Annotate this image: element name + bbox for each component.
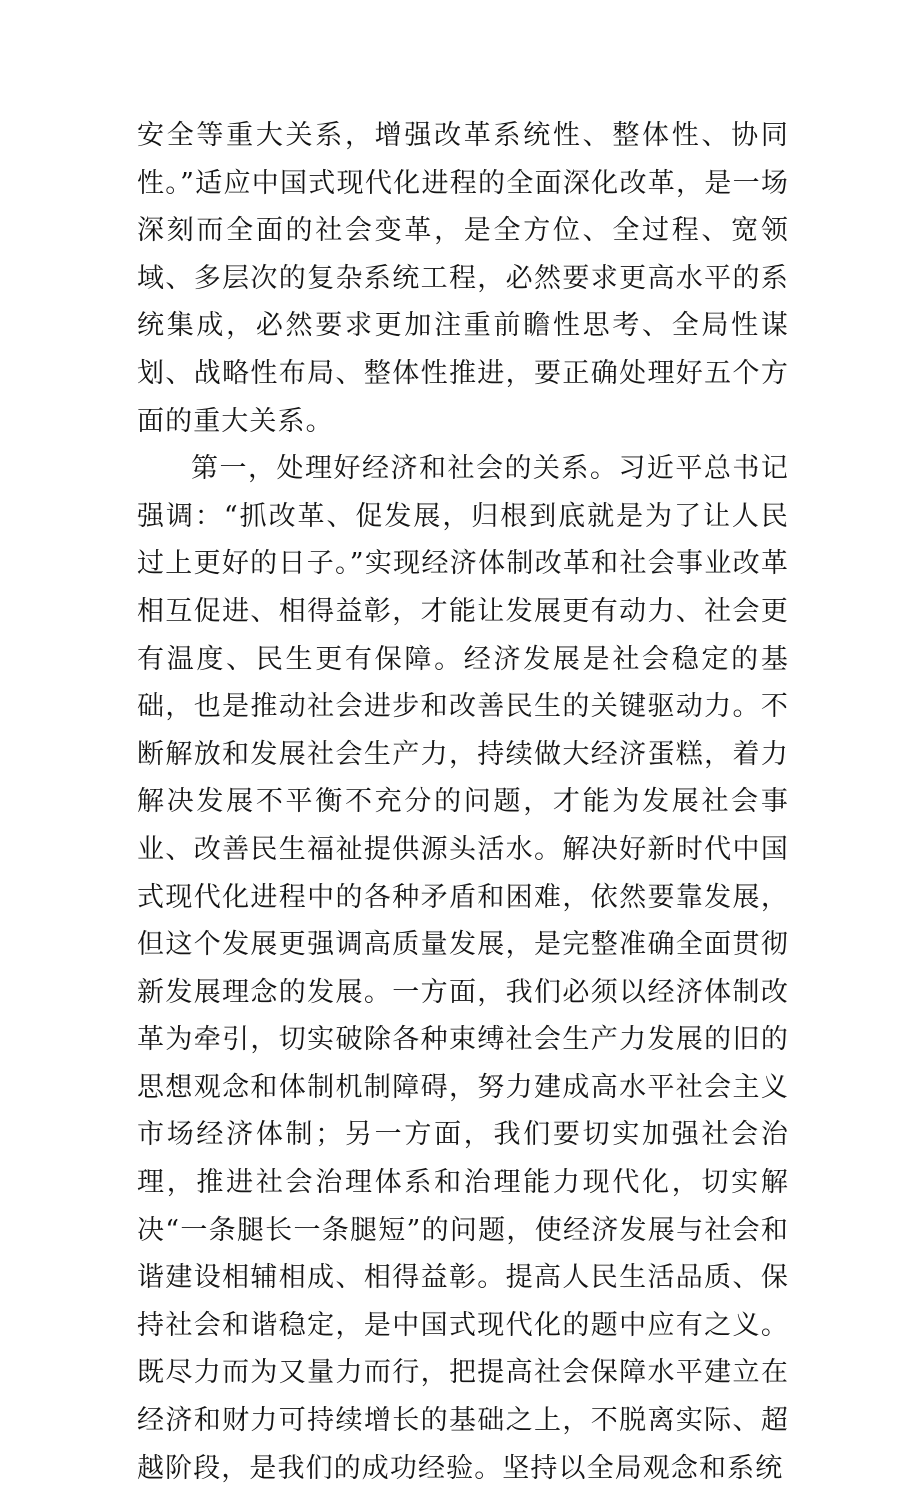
paragraph-economy-and-society: 第一，处理好经济和社会的关系。习近平总书记强调：“抓改革、促发展，归根到底就是为了让人民过上更好的日子。”实现经济体制改革和社会事业改革相互促进、相得益彰，才能让发展更有动力、社会更有温度、民生更有保障。经济发展是社会稳定的基础，也是推动社会进步和改善民生的关键驱动力。不断解放和发展社会生产力，持续做大经济蛋糕，着力解决发展不平衡不充分的问题，才能为发展社会事业、改善民生福祉提供源头活水。解决好新时代中国式现代化进程中的各种矛盾和困难，依然要靠发展，但这个发展更强调高质量发展，是完整准确全面贯彻新发展理念的发展。一方面，我们必须以经济体制改革为牵引，切实破除各种束缚社会生产力发展的旧的思想观念和体制机制障碍，努力建成高水平社会主义市场经济体制；另一方面，我们要切实加强社会治理，推进社会治理体系和治理能力现代化，切实解决“一条腿长一条腿短”的问题，使经济发展与社会和谐建设相辅相成、相得益彰。提高人民生活品质、保持社会和谐稳定，是中国式现代化的题中应有之义。既尽力而为又量力而行，把提高社会保障水平建立在经济和财力可持续增长的基础之上，不脱离实际、超越阶段，是我们的成功经验。坚持以全局观念和系统 [137,453,789,1484]
document-body [137,112,789,1492]
paragraph-continued: 安全等重大关系，增强改革系统性、整体性、协同性。”适应中国式现代化进程的全面深化改革，是一场深刻而全面的社会变革，是全方位、全过程、宽领域、多层次的复杂系统工程，必然要求更高水平的系统集成，必然要求更加注重前瞻性思考、全局性谋划、战略性布局、整体性推进，要正确处理好五个方面的重大关系。 [137,120,789,437]
